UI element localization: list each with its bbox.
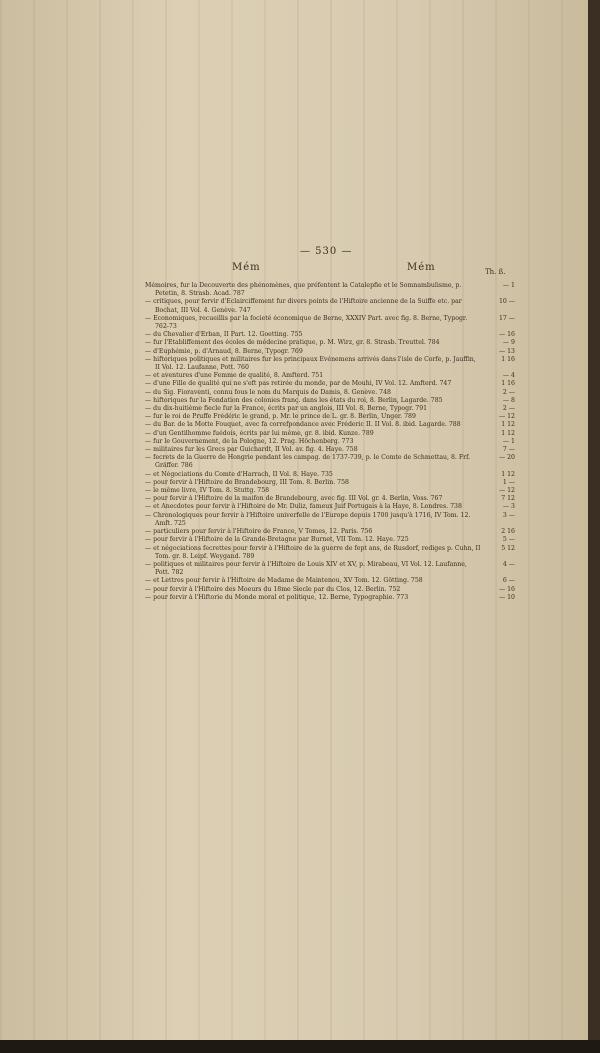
entry-text: — politiques et militaires pour fervir à l'Hiftoire de Louis XIV et XV, p. Mirabeau, VI Vol. 12. Laufanne, Pott. 782 [145,560,467,577]
list-item [145,315,515,331]
entry-price: — 8 [502,396,515,404]
entry-text: — pour fervir à l'Hiftoire de Brandebourg, III Tom. 8. Berlin. 758 [145,478,349,486]
entry-text: — fur le roi de Pruffe Frédéric le grand, p. Mr. le prince de L. gr. 8. Berlin, Unger. 789 [145,413,416,421]
entry-text: — et Lettres pour fervir à l'Hiftoire de Madame de Maintenou, XV Tom. 12. Götting. 758 [145,577,423,585]
entry-price: — 16 [498,331,515,339]
list-item [145,454,515,470]
entry-text: — critiques, pour fervir d'Eclairciffement fur divers points de l'Hiftoire ancienne de la Suiffe etc. par Bochat, III Vol. 4. Genève. 747 [145,298,462,314]
list-item [145,503,515,511]
entry-text: — et Négociations du Comte d'Harrach, II Vol. 8. Haye. 735 [145,470,333,478]
list-item [145,528,515,536]
entry-text: — d'une Fille de qualité qui ne s'eft pas retirée du monde, par de Mouhi, IV Vol. 12. Amfterd. 747 [145,380,452,388]
list-item [145,594,515,602]
list-item [145,438,515,446]
entry-price: — 1 [502,437,515,445]
list-item [145,413,515,421]
entry-text: — pour fervir à l'Hiftoire des Moeurs du 18me Siecle par du Clos, 12. Berlin. 752 [145,585,401,593]
list-item [145,298,515,314]
list-item [145,421,515,429]
list-item [145,446,515,454]
entry-price: — 20 [498,454,515,462]
entry-text: — Chronologiques pour fervir à l'Hiftoire univerfelle de l'Europe depuis 1700 jusqu'à 1716, IV Tom. 12. Amft. 725 [145,511,471,527]
list-item [145,356,515,372]
entry-price: 2 — [502,388,515,396]
entry-text: — du Bar. de la Motte Fouquet, avec fa correfpondance avec Fréderic II. II Vol. 8. ibid. Lagarde. 788 [145,421,461,429]
entry-text: — et aventures d'une Femme de qualité, 8. Amfterd. 751 [145,372,324,380]
entry-text: — hiftoriques politiques et militaires fur les principaux Evénemens arrivés dans l'isle de Corfe, p. Jauffin, II Vol. 12. Laufanne, Pott. 760 [145,355,476,372]
entry-text: — pour fervir à l'Hiftoire de la maifon de Brandebourg, avec fig. III Vol. gr. 4. Berlin, Voss. 767 [145,495,443,503]
entry-price: 10 — [498,298,515,306]
entry-text: — du Sig. Fioraventi, connu fous le nom du Marquis de Damis, 8. Genève. 748 [145,388,391,396]
entry-price: — 1 [502,282,515,289]
entry-price: — 13 [498,347,515,355]
list-item [145,512,515,528]
entry-text: — pour fervir à l'Hiftorie du Monde moral et politique, 12. Berne, Typographie. 773 [145,593,409,601]
list-item [145,545,515,561]
entry-text: — fur l'Etabliffement des écoles de médecine pratique, p. M. Wirz, gr. 8. Strasb. Treuttel. 784 [145,339,440,347]
entry-price: 1 — [502,478,515,486]
entry-price: 7 12 [501,495,515,503]
entry-price: 5 — [502,536,515,544]
list-item [145,331,515,339]
entry-price: 4 — [502,560,515,568]
entry-price: 1 16 [501,380,515,388]
entry-price: — 16 [498,585,515,593]
entry-price: 2 — [502,405,515,413]
entry-price: 6 — [502,577,515,585]
entry-text: — particuliers pour fervir à l'Hiftoire de France, V Tomes, 12. Paris. 756 [145,528,373,536]
entry-text: — d'Euphémie, p. d'Arnaud, 8. Berne, Typogr. 769 [145,347,303,355]
entry-price: 5 12 [501,544,515,552]
entry-text: Mémoires, fur la Decouverte des phénomènes, que préfentent la Catalepfie et le Somnambulisme, p. Petetin, 8. Strasb. Acad. 787 [145,282,462,298]
entry-price: — 10 [498,593,515,601]
entry-price: 1 12 [501,470,515,478]
entry-price: — 12 [498,413,515,421]
entry-text: — militaires fur les Grecs par Guichardt, II Vol. av. fig. 4. Haye. 758 [145,446,358,454]
list-item [145,339,515,347]
list-item [145,536,515,544]
entry-text: — fecrets de la Guerre de Hongrie pendant les campag. de 1737-739, p. le Comte de Schmettau, 8. Frf. Gräffer. 786 [145,454,471,470]
entry-text: — et Anecdotes pour fervir à l'Hiftoire de Mr. Duliz, fameux Juif Portugais à la Haye, 8. Londres. 738 [145,503,462,511]
entry-price: 2 16 [501,528,515,536]
entry-price: — 4 [502,372,515,380]
entry-text: — fur le Gouvernement, de la Pologne, 12. Prag. Höchenberg. 773 [145,437,354,445]
running-head-left: Mém [232,262,261,273]
list-item [145,586,515,594]
entry-price: — 9 [502,339,515,347]
entry-price: 1 12 [501,421,515,429]
entry-price: 7 — [502,446,515,454]
entry-text: — Economiques, recueillis par la focieté économique de Berne, XXXIV Part. avec fig. 8. Berne, Typogr. 762-73 [145,314,468,331]
entry-text: — d'un Gentilhomme fuédois, écrits par lui même, gr. 8. ibid. Kunze. 789 [145,429,374,437]
list-item [145,380,515,388]
entry-text: — et négociations fecrettes pour fervir à l'Hiftoire de la guerre de fept ans, de Rusdorf, rediges p. Cuhn, II Tom. gr. 8. Leipf. Weygand. 789 [145,544,481,560]
list-item [145,471,515,479]
entry-text: — hiftoriques fur la Fondation des colonies franç. dans les états du roi, 8. Berlin, Lagarde. 785 [145,396,443,404]
list-item [145,479,515,487]
running-head-right: Mém [407,262,436,273]
list-item [145,430,515,438]
entry-price: 1 16 [501,355,515,363]
entry-text: — du Chevalier d'Erban, II Part. 12. Goetting. 755 [145,331,303,339]
scan-bottom-edge [0,1040,600,1053]
entry-price: 1 12 [501,429,515,437]
entry-text: — du dix-huitième fiecle fur la France, écrits par un anglois, III Vol. 8. Berne, Typogr. 791 [145,405,428,413]
entry-text: — pour fervir à l'Hiftoire de la Grande-Bretagne par Burnet, VII Tom. 12. Haye. 725 [145,536,409,544]
book-gutter [588,0,600,1053]
list-item [145,561,515,577]
list-item [145,397,515,405]
price-column-head: Th. ß. [485,268,506,276]
page-number: — 530 — [300,246,353,257]
entry-price: 17 — [498,314,515,322]
list-item [145,372,515,380]
list-item [145,577,515,585]
entry-text: — le même livre, IV Tom. 8. Stuttg. 758 [145,487,270,495]
entry-price: — 3 [502,503,515,511]
entry-price: 3 — [502,511,515,519]
list-item [145,405,515,413]
list-item [145,389,515,397]
catalogue-entries [145,282,515,602]
list-item [145,282,515,298]
list-item [145,348,515,356]
list-item [145,487,515,495]
entry-price: — 12 [498,487,515,495]
list-item [145,495,515,503]
